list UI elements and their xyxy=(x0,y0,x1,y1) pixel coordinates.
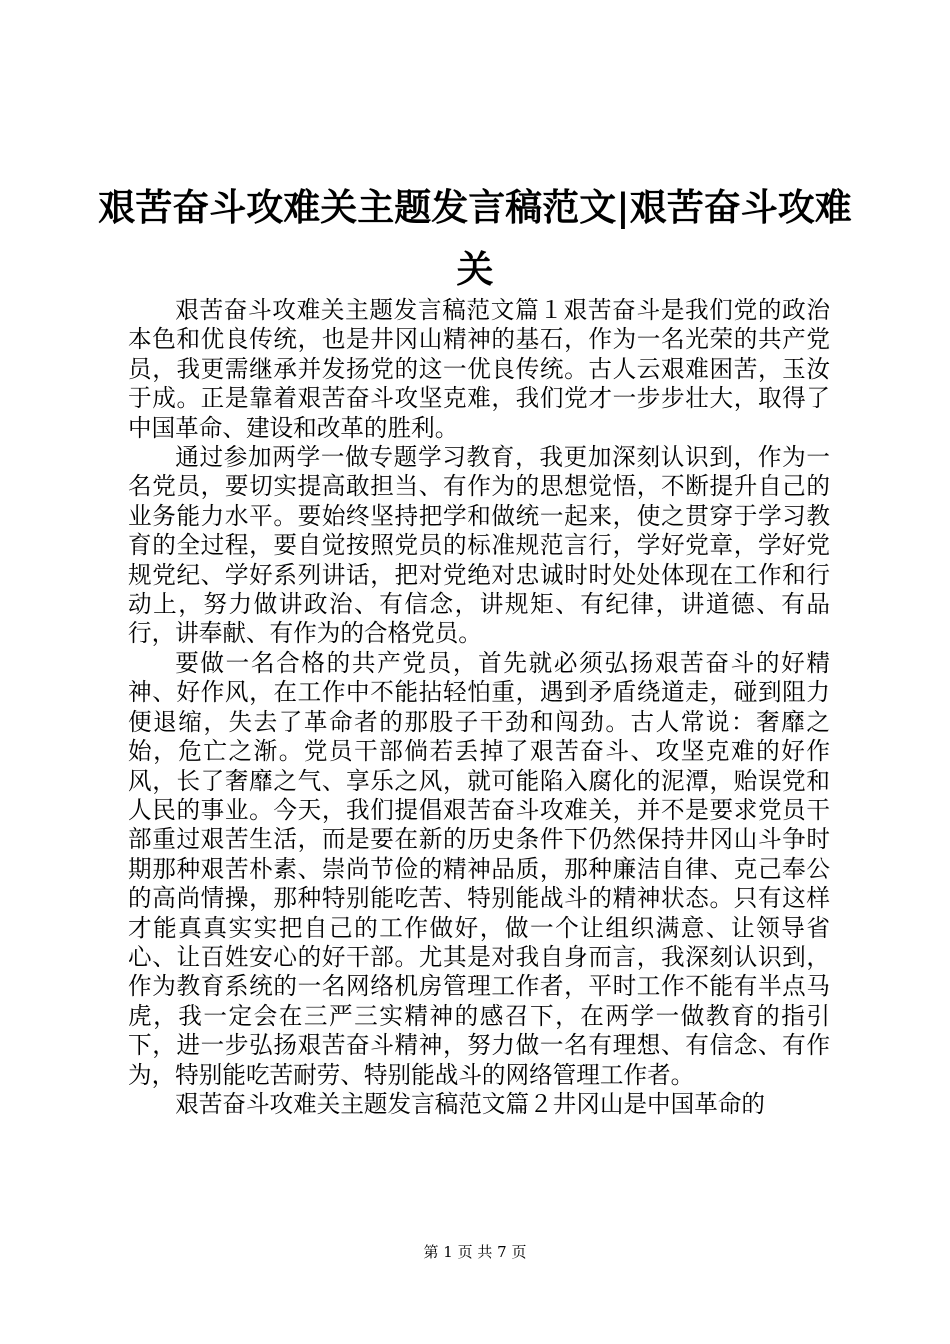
paragraph-3: 要做一名合格的共产党员，首先就必须弘扬艰苦奋斗的好精神、好作风，在工作中不能拈轻怕重，遇到矛盾绕道走，碰到阻力便退缩，失去了革命者的那股子干劲和闯劲。古人常说：奢靡之始，危亡之渐。党员干部倘若丢掉了艰苦奋斗、攻坚克难的好作风，长了奢靡之气、享乐之风，就可能陷入腐化的泥潭，贻误党和人民的事业。今天，我们提倡艰苦奋斗攻难关，并不是要求党员干部重过艰苦生活，而是要在新的历史条件下仍然保持井冈山斗争时期那种艰苦朴素、崇尚节俭的精神品质，那种廉洁自律、克己奉公的高尚情操，那种特别能吃苦、特别能战斗的精神状态。只有这样才能真真实实把自己的工作做好，做一个让组织满意、让领导省心、让百姓安心的好干部。尤其是对我自身而言，我深刻认识到，作为教育系统的一名网络机房管理工作者，平时工作不能有半点马虎，我一定会在三严三实精神的感召下，在两学一做教育的指引下，进一步弘扬艰苦奋斗精神，努力做一名有理想、有信念、有作为，特别能吃苦耐劳、特别能战斗的网络管理工作者。 xyxy=(128,648,830,1089)
document-title: 艰苦奋斗攻难关主题发言稿范文|艰苦奋斗攻难关 xyxy=(98,185,852,291)
paragraph-2: 通过参加两学一做专题学习教育，我更加深刻认识到，作为一名党员，要切实提高敢担当、有作为的思想觉悟，不断提升自己的业务能力水平。要始终坚持把学和做统一起来，使之贯穿于学习教育的全过程，要自觉按照党员的标准规范言行，学好党章，学好党规党纪、学好系列讲话，把对党绝对忠诚时时处处体现在工作和行动上，努力做讲政治、有信念，讲规矩、有纪律，讲道德、有品行，讲奉献、有作为的合格党员。 xyxy=(128,443,830,648)
paragraph-4: 艰苦奋斗攻难关主题发言稿范文篇２井冈山是中国革命的 xyxy=(175,1089,766,1118)
paragraph-1: 艰苦奋斗攻难关主题发言稿范文篇１艰苦奋斗是我们党的政治本色和优良传统，也是井冈山精神的基石，作为一名光荣的共产党员，我更需继承并发扬党的这一优良传统。古人云艰难困苦，玉汝于成。正是靠着艰苦奋斗攻坚克难，我们党才一步步壮大，取得了中国革命、建设和改革的胜利。 xyxy=(128,296,830,442)
document-body xyxy=(128,296,830,1119)
page-number-footer: 第 1 页 共 7 页 xyxy=(423,1243,527,1261)
